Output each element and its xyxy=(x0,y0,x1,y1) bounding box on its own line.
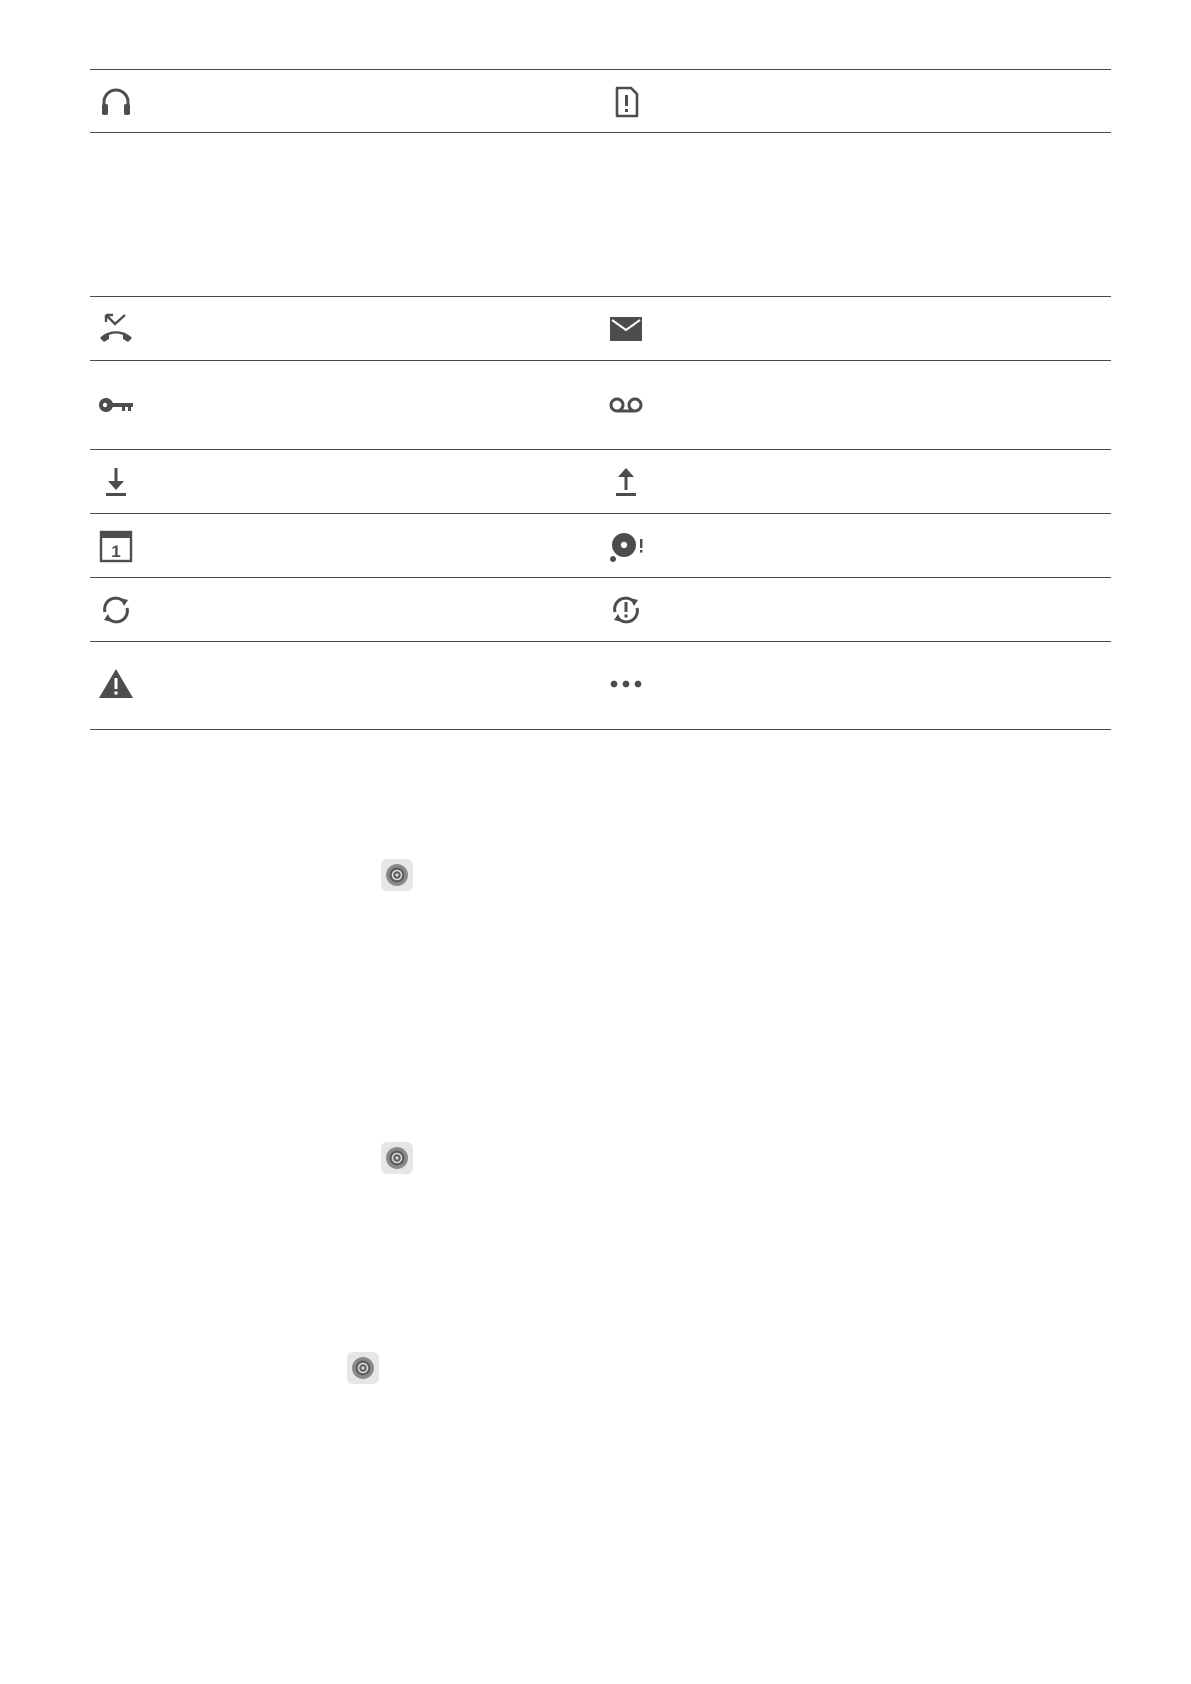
table-row xyxy=(90,449,1111,513)
missed-call-icon xyxy=(98,311,134,347)
table-cell xyxy=(600,70,1080,132)
sync-icon xyxy=(98,592,134,628)
calendar-icon xyxy=(98,528,134,564)
more-icon xyxy=(608,666,644,702)
table-cell xyxy=(600,578,1080,641)
headset-icon xyxy=(98,84,134,120)
svg-text:1: 1 xyxy=(111,542,121,561)
table-cell xyxy=(90,642,570,729)
table-row xyxy=(90,577,1111,641)
table-cell xyxy=(90,514,570,577)
table-row xyxy=(90,69,1111,133)
table-row xyxy=(90,513,1111,577)
settings-app-icon xyxy=(347,1352,379,1384)
table-row xyxy=(90,641,1111,730)
table-row xyxy=(90,360,1111,449)
settings-app-icon xyxy=(381,1142,413,1174)
table-cell xyxy=(90,450,570,513)
table-cell xyxy=(600,642,1080,729)
settings-app-icon xyxy=(381,859,413,891)
warning-icon xyxy=(98,666,134,702)
upload-icon xyxy=(608,464,644,500)
table-cell xyxy=(90,578,570,641)
sync-error-icon xyxy=(608,592,644,628)
table-row xyxy=(90,296,1111,360)
table-cell xyxy=(600,297,1080,360)
table-cell xyxy=(90,361,570,449)
table-cell xyxy=(600,514,1080,577)
storage-alert-icon xyxy=(608,528,644,564)
icon-table-main xyxy=(90,296,1111,730)
icon-table-top xyxy=(90,69,1111,133)
table-cell xyxy=(600,361,1080,449)
sim-alert-icon xyxy=(608,84,644,120)
table-cell xyxy=(90,297,570,360)
download-icon xyxy=(98,464,134,500)
table-cell xyxy=(600,450,1080,513)
voicemail-icon xyxy=(608,387,644,423)
vpn-key-icon xyxy=(98,387,134,423)
table-cell xyxy=(90,70,570,132)
email-icon xyxy=(608,311,644,347)
